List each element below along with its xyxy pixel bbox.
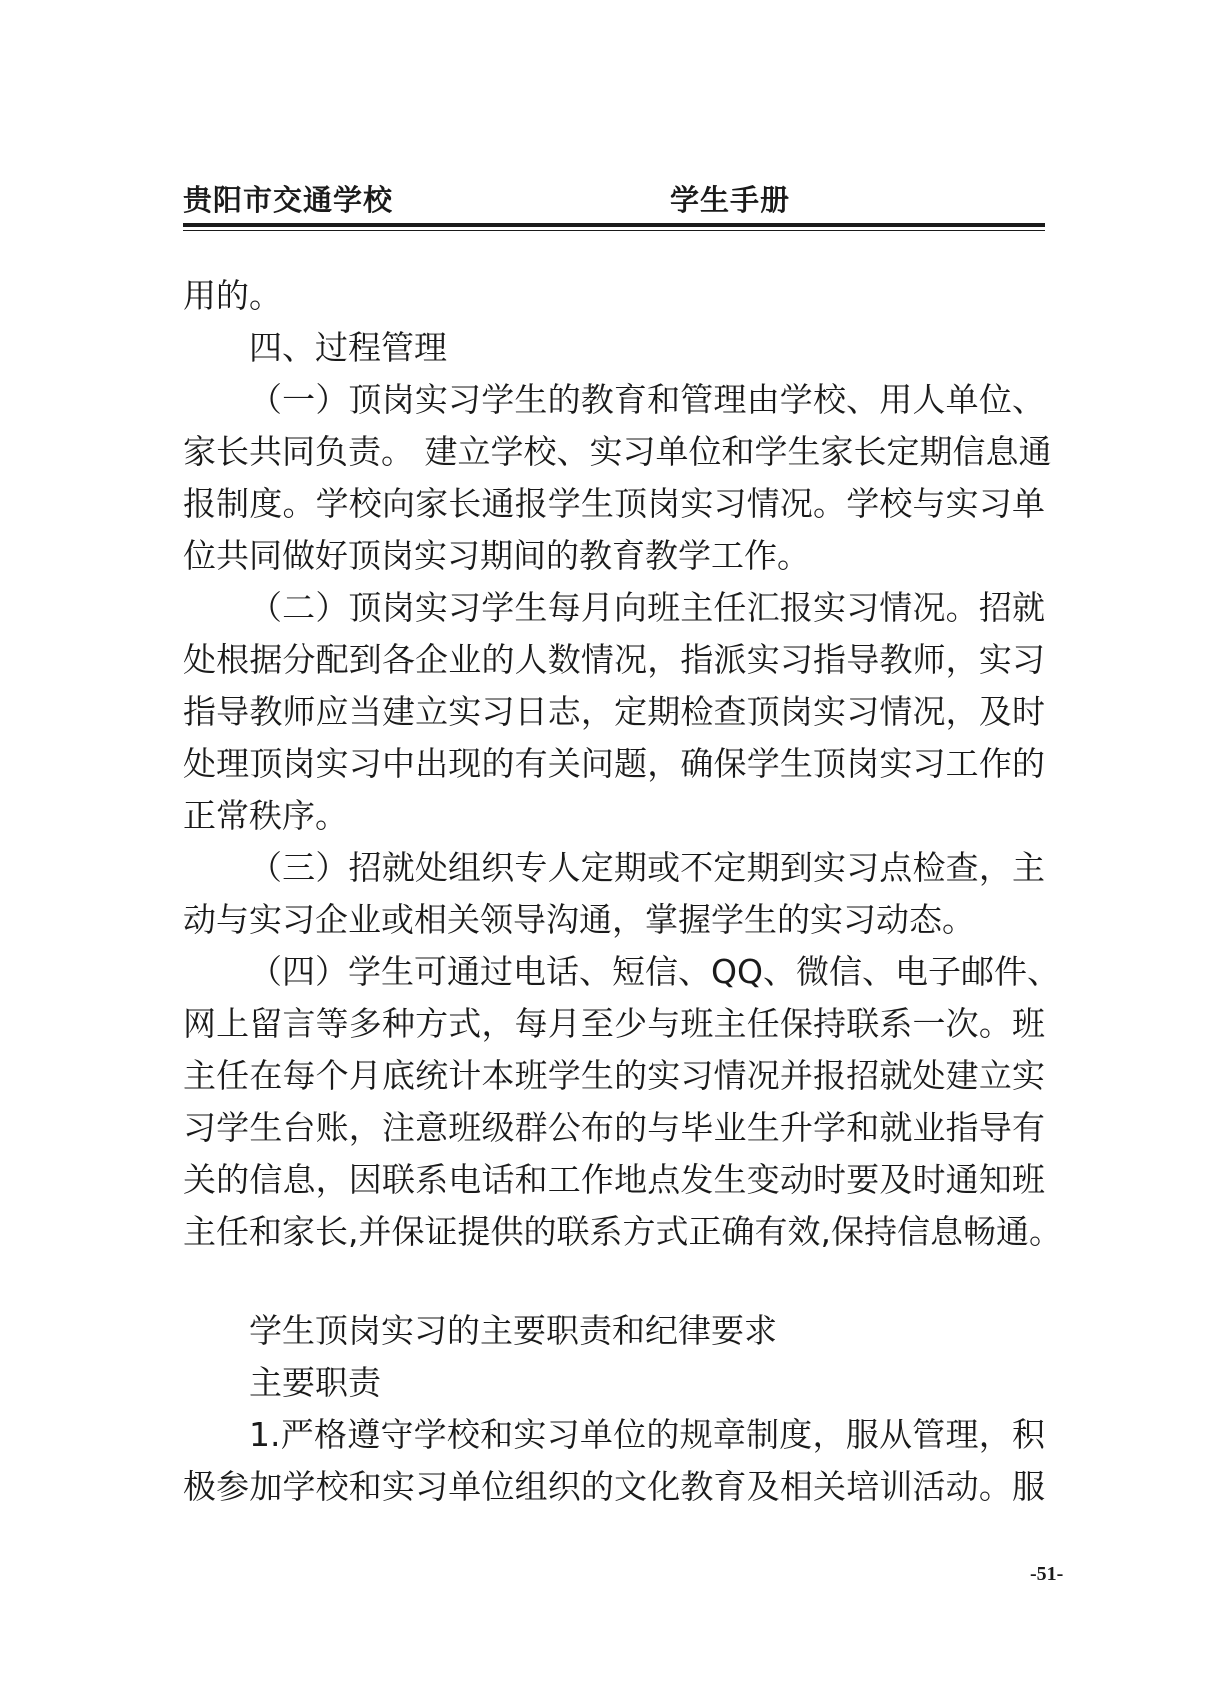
page-number: -51- [1030,1563,1064,1585]
subsection-heading: 主要职责 [249,1363,381,1402]
text-line: 1.严格遵守学校和实习单位的规章制度，服从管理，积 [249,1415,1045,1454]
page-header [183,178,1045,218]
text-line: 习学生台账，注意班级群公布的与毕业生升学和就业指导有 [183,1108,1045,1147]
text-line: 正常秩序。 [183,796,348,835]
body-text [183,270,1062,1513]
text-line: （二）顶岗实习学生每月向班主任汇报实习情况。招就 [249,588,1045,627]
text-line: 极参加学校和实习单位组织的文化教育及相关培训活动。服 [183,1467,1045,1506]
text-line: 网上留言等多种方式，每月至少与班主任保持联系一次。班 [183,1004,1045,1043]
section-heading: 学生顶岗实习的主要职责和纪律要求 [249,1311,777,1350]
text-line: （四）学生可通过电话、短信、QQ、微信、电子邮件、 [249,952,1060,991]
text-line: 用的。 [183,276,282,315]
text-line: 关的信息，因联系电话和工作地点发生变动时要及时通知班 [183,1160,1045,1199]
text-line: 位共同做好顶岗实习期间的教育教学工作。 [183,536,810,575]
text-line: 家长共同负责。 建立学校、实习单位和学生家长定期信息通 [183,432,1052,471]
text-line: 处根据分配到各企业的人数情况，指派实习指导教师，实习 [183,640,1045,679]
header-school-name: 贵阳市交通学校 [183,183,394,217]
header-handbook-title: 学生手册 [670,183,791,217]
text-line: （三）招就处组织专人定期或不定期到实习点检查，主 [249,848,1045,887]
header-rule-thin [183,230,1045,231]
header-rule-thick [183,223,1045,227]
paragraph-gap [183,1258,1045,1305]
text-line: 处理顶岗实习中出现的有关问题，确保学生顶岗实习工作的 [183,744,1045,783]
text-line: 主任在每个月底统计本班学生的实习情况并报招就处建立实 [183,1056,1045,1095]
text-line: 动与实习企业或相关领导沟通，掌握学生的实习动态。 [183,900,975,939]
text-line: 指导教师应当建立实习日志，定期检查顶岗实习情况，及时 [183,692,1045,731]
text-line: 主任和家长,并保证提供的联系方式正确有效,保持信息畅通。 [183,1212,1062,1251]
text-line: （一）顶岗实习学生的教育和管理由学校、用人单位、 [249,380,1045,419]
text-line: 报制度。学校向家长通报学生顶岗实习情况。学校与实习单 [183,484,1045,523]
section-heading: 四、过程管理 [249,328,447,367]
